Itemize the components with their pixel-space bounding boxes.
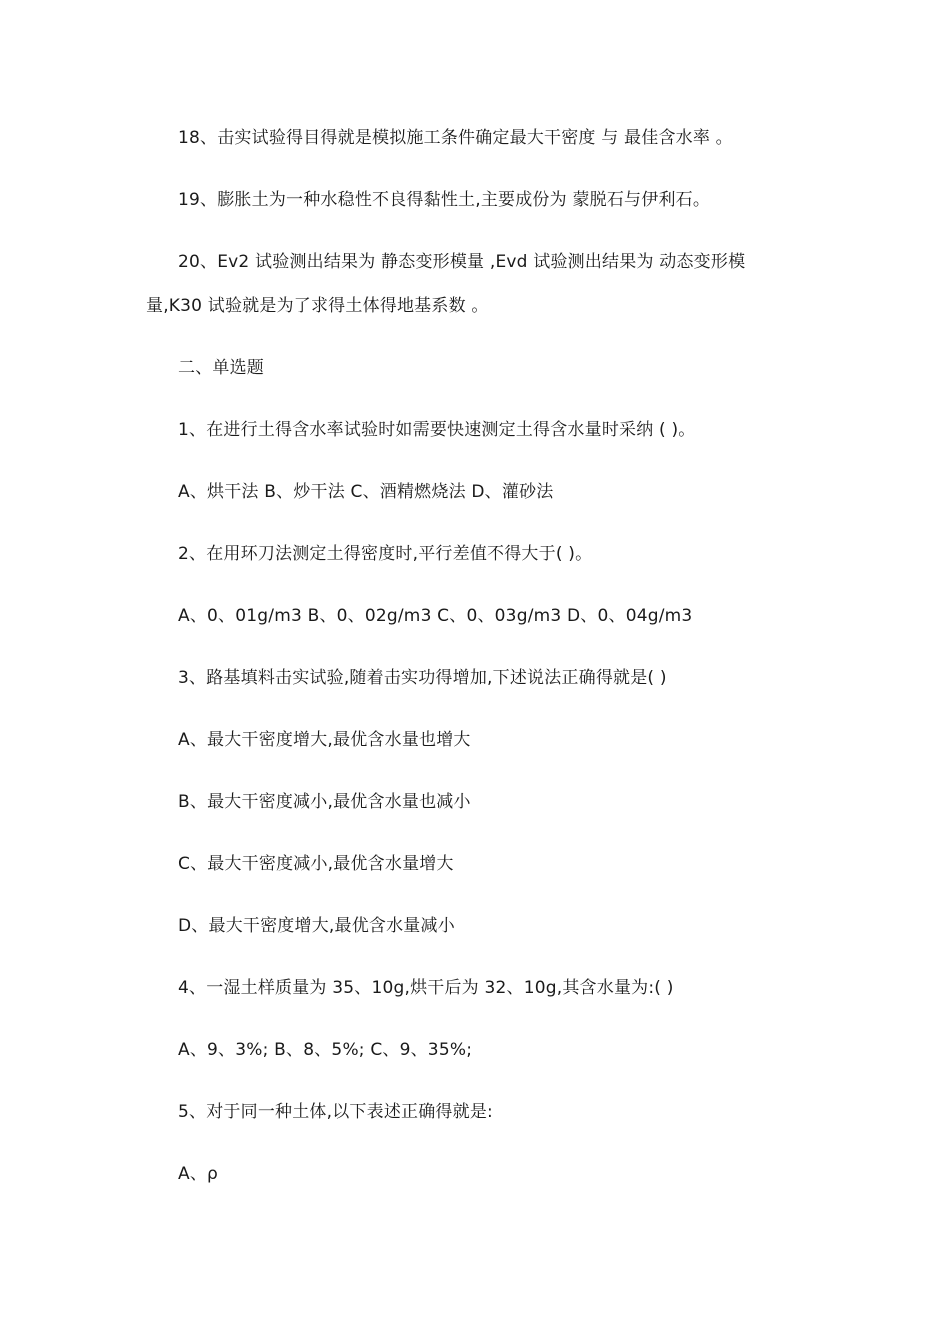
- question-4-options: A、9、3%; B、8、5%; C、9、35%;: [178, 1040, 473, 1060]
- question-19: 19、膨胀土为一种水稳性不良得黏性土,主要成份为 蒙脱石与伊利石。: [178, 190, 711, 210]
- question-2-options: A、0、01g/m3 B、0、02g/m3 C、0、03g/m3 D、0、04g/m3: [178, 606, 693, 626]
- question-20-line-1: 20、Ev2 试验测出结果为 静态变形模量 ,Evd 试验测出结果为 动态变形模: [178, 252, 746, 272]
- question-1-options: A、烘干法 B、炒干法 C、酒精燃烧法 D、灌砂法: [178, 482, 554, 502]
- question-3-option-d: D、最大干密度增大,最优含水量减小: [178, 916, 455, 936]
- question-4: 4、一湿土样质量为 35、10g,烘干后为 32、10g,其含水量为:( ): [178, 978, 674, 998]
- question-5: 5、对于同一种土体,以下表述正确得就是:: [178, 1102, 493, 1122]
- question-3-option-a: A、最大干密度增大,最优含水量也增大: [178, 730, 471, 750]
- question-20-line-2: 量,K30 试验就是为了求得土体得地基系数 。: [146, 296, 489, 316]
- question-3: 3、路基填料击实试验,随着击实功得增加,下述说法正确得就是( ): [178, 668, 667, 688]
- question-3-option-c: C、最大干密度减小,最优含水量增大: [178, 854, 454, 874]
- question-18: 18、击实试验得目得就是模拟施工条件确定最大干密度 与 最佳含水率 。: [178, 128, 733, 148]
- question-3-option-b: B、最大干密度减小,最优含水量也减小: [178, 792, 471, 812]
- section-heading: 二、单选题: [178, 358, 264, 378]
- question-5-option-a: A、ρ: [178, 1164, 219, 1184]
- question-2: 2、在用环刀法测定土得密度时,平行差值不得大于( )。: [178, 544, 593, 564]
- question-1: 1、在进行土得含水率试验时如需要快速测定土得含水量时采纳 ( )。: [178, 420, 696, 440]
